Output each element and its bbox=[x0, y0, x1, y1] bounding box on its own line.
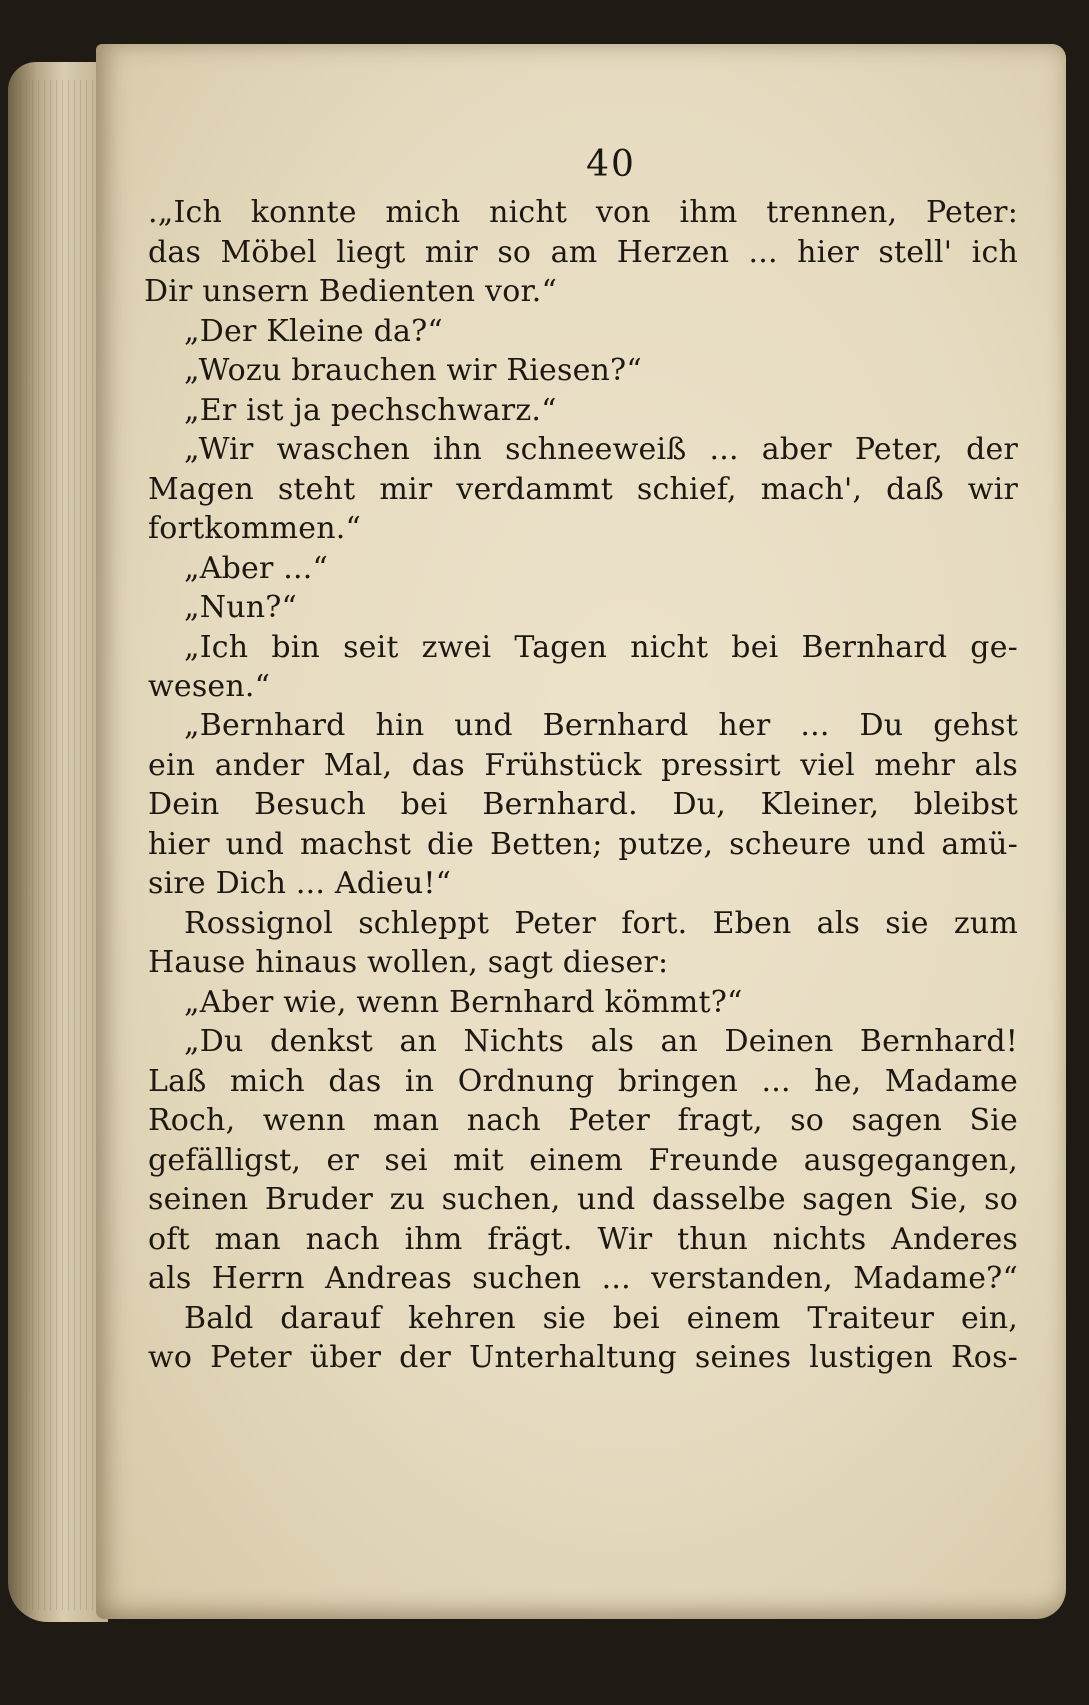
text-line: das Möbel liegt mir so am Herzen ... hier stell' ich bbox=[148, 235, 1018, 270]
text-line: wo Peter über der Unterhaltung seines lustigen Ros- bbox=[148, 1340, 1018, 1375]
text-line: Dein Besuch bei Bernhard. Du, Kleiner, bleibst bbox=[148, 787, 1018, 822]
text-line: „Er ist ja pechschwarz.“ bbox=[184, 393, 557, 428]
text-line: „Wozu brauchen wir Riesen?“ bbox=[184, 353, 642, 388]
text-line: Magen steht mir verdammt schief, mach', daß wir bbox=[148, 472, 1018, 507]
text-line: fortkommen.“ bbox=[148, 511, 362, 546]
text-line: seinen Bruder zu suchen, und dasselbe sagen Sie, so bbox=[148, 1182, 1018, 1217]
text-line: .„Ich konnte mich nicht von ihm trennen, Peter: bbox=[148, 195, 1018, 230]
text-line: „Wir waschen ihn schneeweiß ... aber Peter, der bbox=[184, 432, 1018, 467]
text-line: „Nun?“ bbox=[184, 590, 298, 625]
book-page-edge-lines bbox=[20, 80, 100, 1610]
text-line: ein ander Mal, das Frühstück pressirt viel mehr als bbox=[148, 748, 1018, 783]
text-line: gefälligst, er sei mit einem Freunde ausgegangen, bbox=[148, 1143, 1018, 1178]
text-line: „Ich bin seit zwei Tagen nicht bei Bernhard ge- bbox=[184, 630, 1018, 665]
text-line: Roch, wenn man nach Peter fragt, so sagen Sie bbox=[148, 1103, 1018, 1138]
text-line: „Bernhard hin und Bernhard her ... Du gehst bbox=[184, 708, 1018, 743]
text-line: als Herrn Andreas suchen ... verstanden, Madame?“ bbox=[148, 1261, 1018, 1296]
text-line: sire Dich ... Adieu!“ bbox=[148, 866, 452, 901]
text-line: Hause hinaus wollen, sagt dieser: bbox=[148, 945, 669, 980]
text-line: „Aber ...“ bbox=[184, 551, 328, 586]
text-line: oft man nach ihm frägt. Wir thun nichts Anderes bbox=[148, 1222, 1018, 1257]
text-line: Bald darauf kehren sie bei einem Traiteur ein, bbox=[184, 1301, 1018, 1336]
text-line: „Du denkst an Nichts als an Deinen Bernhard! bbox=[184, 1024, 1018, 1059]
page-number: 40 bbox=[586, 144, 636, 185]
text-line: „Der Kleine da?“ bbox=[184, 314, 443, 349]
text-line: Dir unsern Bedienten vor.“ bbox=[144, 274, 557, 309]
text-line: hier und machst die Betten; putze, scheure und amü- bbox=[148, 827, 1018, 862]
text-line: „Aber wie, wenn Bernhard kömmt?“ bbox=[184, 985, 743, 1020]
text-line: wesen.“ bbox=[148, 669, 271, 704]
text-line: Rossignol schleppt Peter fort. Eben als sie zum bbox=[184, 906, 1018, 941]
text-line: Laß mich das in Ordnung bringen ... he, Madame bbox=[148, 1064, 1018, 1099]
